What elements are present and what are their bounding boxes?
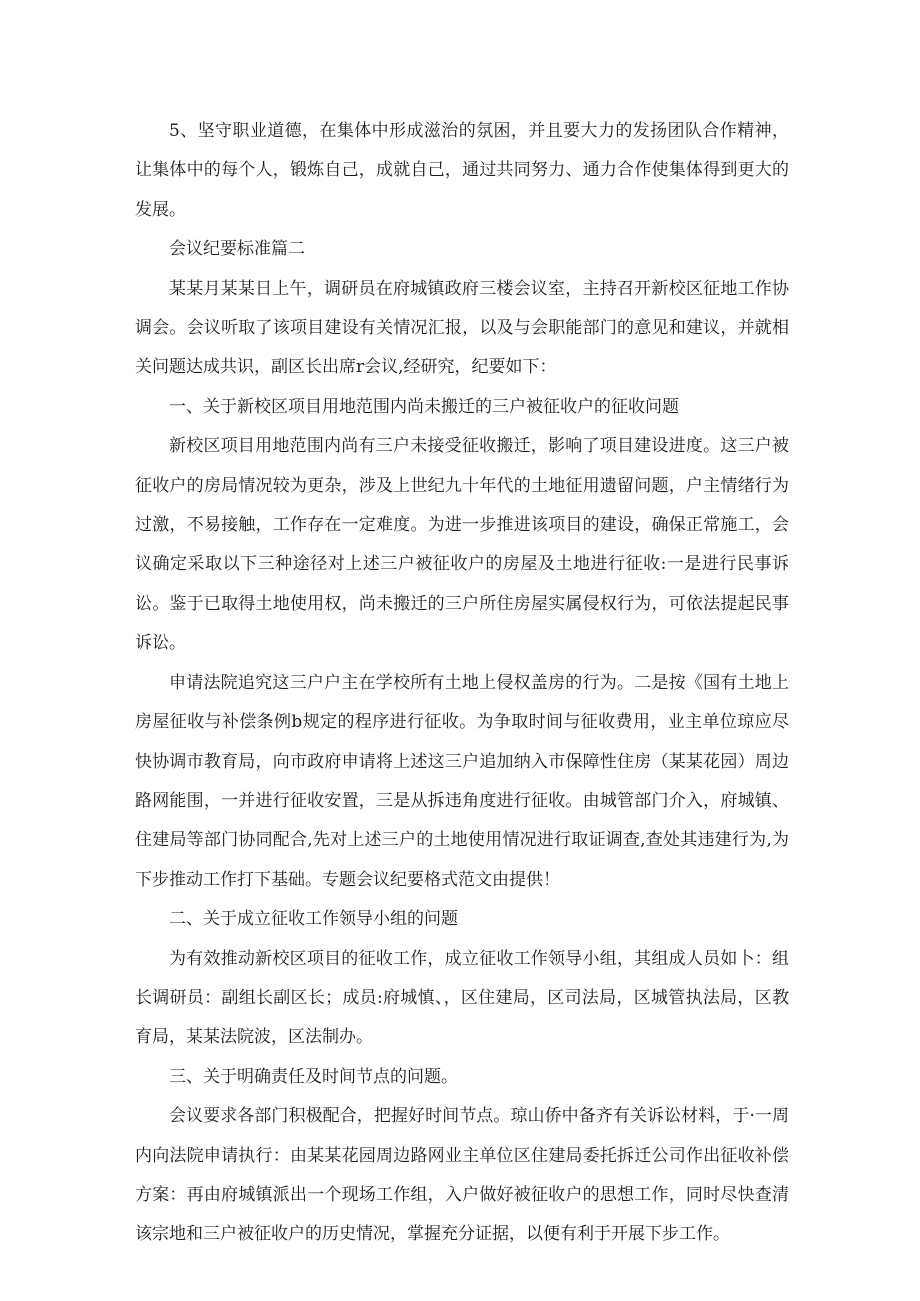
heading-one: 一、关于新校区项目用地范围内尚未搬迁的三户被征收户的征收问题 [169,396,679,417]
document-body [135,112,789,1255]
paragraph-three: 会议要求各部门积极配合，把握好时间节点。琼山侨中备齐有关诉讼材料，于·一周内向法院申请执行：由某某花园周边路网业主单位区住建局委托拆迁公司作出征收补偿方案：再由府城镇派出一个现场工作组，入户做好被征收户的思想工作，同时尽快查清该宗地和三户被征收户的历史情况，掌握充分证据，以便有利于开展下步工作。 [135,1106,789,1245]
heading-three: 三、关于明确责任及时间节点的问题。 [169,1066,458,1087]
section-title: 会议纪要标准篇二 [169,239,305,260]
paragraph-one-b: 申请法院追究这三户户主在学校所有土地上侵权盖房的行为。二是按《国有土地上房屋征收与补偿条例b规定的程序进行征收。为争取时间与征收费用，业主单位琼应尽快协调市教育局，向市政府申请将上述这三户追加纳入市保障性住房（某某花园）周边路网能围，一并进行征收安置，三是从拆违角度进行征收。由城管部门介入，府城镇、住建局等部门协同配合,先对上述三户的土地使用情况进行取证调查,查处其违建行为,为下步推动工作打下基础。专题会议纪要格式范文由提供！ [135,672,789,890]
paragraph-two: 为有效推动新校区项目的征收工作，成立征收工作领导小组，其组成人员如卜：组长调研员：副组长副区长；成员:府城慎、，区住建局，区司法局，区城管执法局，区教育局，某某法院波，区法制办。 [135,948,789,1048]
paragraph-item-5: 5、坚守职业道德，在集体中形成滋治的氛困，并且要大力的发扬团队合作精神，让集体中的每个人，锻炼自己，成就自己，通过共同努力、通力合作使集体得到更大的发展。 [135,121,789,220]
intro-paragraph: 某某月某某日上午，调研员在府城镇政府三楼会议室，主持召开新校区征地工作协调会。会议听取了该项目建设有关情况汇报，以及与会职能部门的意见和建议，并就相关问题达成共识，副区长出席r会议,经研究，纪要如下： [135,278,789,378]
paragraph-one-a: 新校区项目用地范围内尚有三户未接受征收搬迁，影响了项目建设进度。这三户被征收户的房局情况较为更杂，涉及上世纪九十年代的土地征用遗留问题，户主情绪行为过激，不易接触，工作存在一定难度。为进一步推进该项目的建设，确保正常施工，会议确定采取以下三种途径对上述三户被征收户的房屋及土地进行征收:一是进行民事诉讼。鉴于已取得土地使用权，尚未搬迁的三户所住房屋实属侵权行为，可依法提起民事诉讼。 [135,436,789,654]
heading-two: 二、关于成立征收工作领导小组的问题 [169,909,458,930]
